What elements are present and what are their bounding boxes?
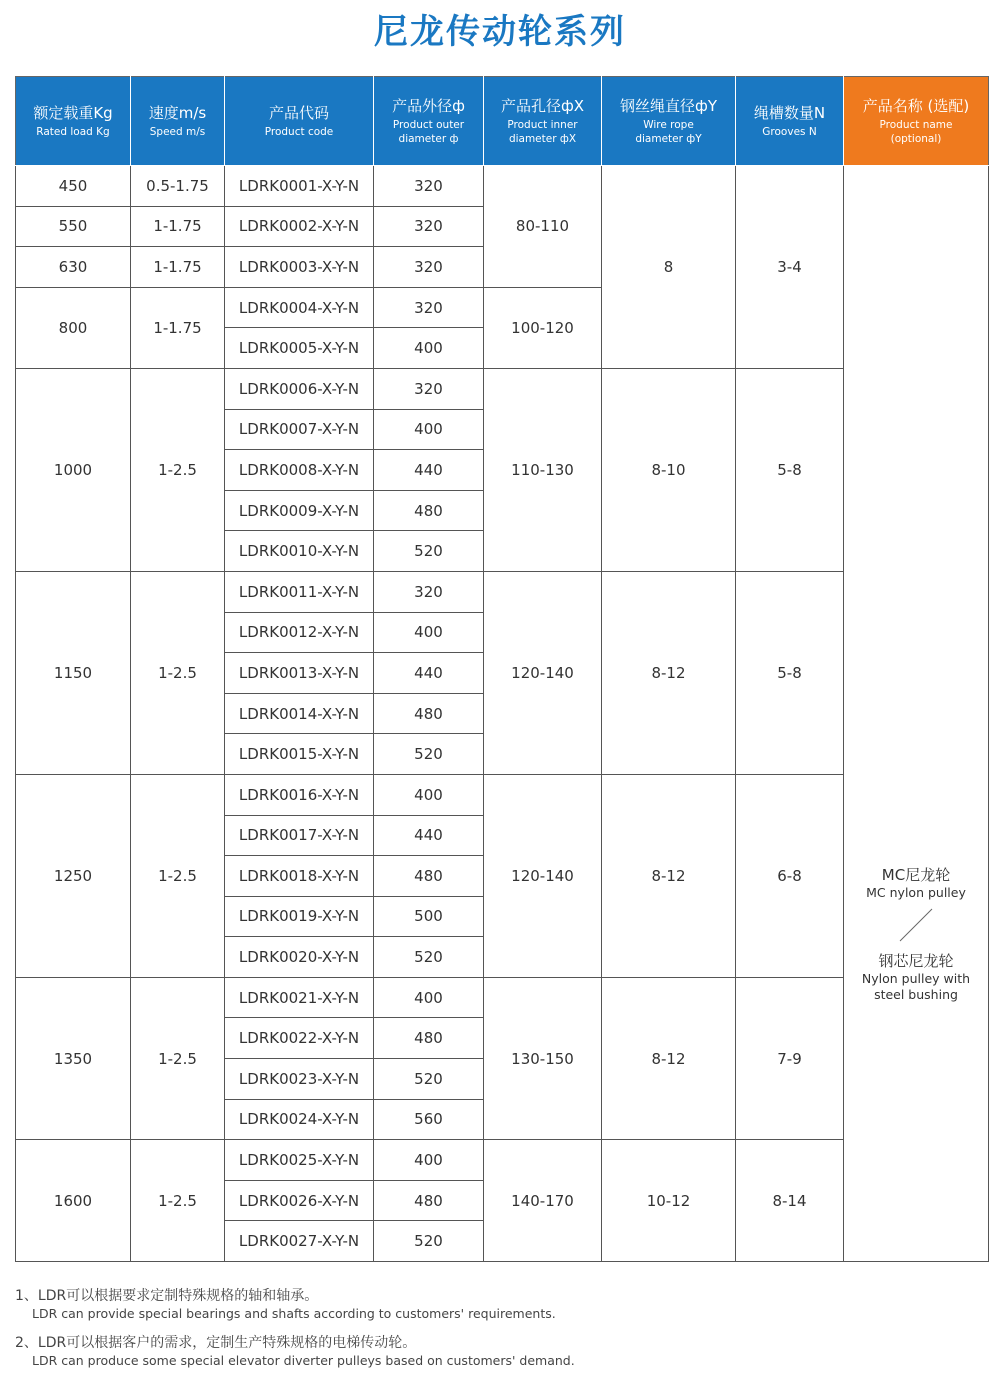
outer-diameter-cell: 400: [374, 977, 484, 1018]
rated-load-cell: 1350: [16, 977, 131, 1139]
rated-load-cell: 1600: [16, 1140, 131, 1262]
outer-diameter-cell: 440: [374, 450, 484, 491]
speed-cell: 1-1.75: [131, 247, 225, 288]
rated-load-cell: 1150: [16, 571, 131, 774]
product-code-cell: LDRK0005-X-Y-N: [225, 328, 374, 369]
speed-cell: 0.5-1.75: [131, 166, 225, 207]
outer-diameter-cell: 480: [374, 1018, 484, 1059]
speed-cell: 1-2.5: [131, 774, 225, 977]
note-item: [15, 1334, 985, 1369]
table-row: [16, 571, 989, 612]
outer-diameter-cell: 400: [374, 328, 484, 369]
outer-diameter-cell: 400: [374, 1140, 484, 1181]
outer-diameter-cell: 520: [374, 1059, 484, 1100]
grooves-cell: 3-4: [736, 166, 844, 369]
outer-diameter-cell: 320: [374, 206, 484, 247]
speed-cell: 1-2.5: [131, 368, 225, 571]
product-code-cell: LDRK0021-X-Y-N: [225, 977, 374, 1018]
outer-diameter-cell: 400: [374, 774, 484, 815]
product-code-cell: LDRK0008-X-Y-N: [225, 450, 374, 491]
wire-rope-cell: 8-12: [602, 774, 736, 977]
header-product-code: 产品代码 Product code: [225, 77, 374, 166]
product-code-cell: LDRK0025-X-Y-N: [225, 1140, 374, 1181]
rated-load-cell: 1250: [16, 774, 131, 977]
speed-cell: 1-2.5: [131, 571, 225, 774]
product-code-cell: LDRK0001-X-Y-N: [225, 166, 374, 207]
header-grooves: 绳槽数量N Grooves N: [736, 77, 844, 166]
table-row: [16, 774, 989, 815]
outer-diameter-cell: 500: [374, 896, 484, 937]
product-code-cell: LDRK0026-X-Y-N: [225, 1180, 374, 1221]
inner-diameter-cell: 130-150: [484, 977, 602, 1139]
grooves-cell: 7-9: [736, 977, 844, 1139]
rated-load-cell: 1000: [16, 368, 131, 571]
outer-diameter-cell: 520: [374, 734, 484, 775]
outer-diameter-cell: 320: [374, 166, 484, 207]
header-outer-diameter: 产品外径ф Product outer diameter ф: [374, 77, 484, 166]
header-wire-rope-diameter: 钢丝绳直径фY Wire rope diameter фY: [602, 77, 736, 166]
note-zh: 2、LDR可以根据客户的需求，定制生产特殊规格的电梯传动轮。: [15, 1335, 417, 1351]
rated-load-cell: 550: [16, 206, 131, 247]
outer-diameter-cell: 400: [374, 409, 484, 450]
wire-rope-cell: 8-12: [602, 571, 736, 774]
product-code-cell: LDRK0022-X-Y-N: [225, 1018, 374, 1059]
product-code-cell: LDRK0007-X-Y-N: [225, 409, 374, 450]
inner-diameter-cell: 120-140: [484, 774, 602, 977]
outer-diameter-cell: 560: [374, 1099, 484, 1140]
header-inner-diameter: 产品孔径фX Product inner diameter фX: [484, 77, 602, 166]
option-mc-nylon-zh: MC尼龙轮: [881, 866, 951, 885]
product-code-cell: LDRK0006-X-Y-N: [225, 368, 374, 409]
outer-diameter-cell: 320: [374, 287, 484, 328]
inner-diameter-cell: 110-130: [484, 368, 602, 571]
inner-diameter-cell: 80-110: [484, 166, 602, 288]
rated-load-cell: 800: [16, 287, 131, 368]
product-code-cell: LDRK0013-X-Y-N: [225, 653, 374, 694]
header-rated-load: 额定载重Kg Rated load Kg: [16, 77, 131, 166]
header-speed: 速度m/s Speed m/s: [131, 77, 225, 166]
product-code-cell: LDRK0019-X-Y-N: [225, 896, 374, 937]
speed-cell: 1-2.5: [131, 977, 225, 1139]
rated-load-cell: 630: [16, 247, 131, 288]
option-steel-core-en-2: steel bushing: [874, 987, 958, 1003]
outer-diameter-cell: 440: [374, 815, 484, 856]
wire-rope-cell: 8-12: [602, 977, 736, 1139]
wire-rope-cell: 8-10: [602, 368, 736, 571]
rated-load-cell: 450: [16, 166, 131, 207]
spec-table: [15, 76, 989, 1262]
product-code-cell: LDRK0024-X-Y-N: [225, 1099, 374, 1140]
outer-diameter-cell: 400: [374, 612, 484, 653]
speed-cell: 1-2.5: [131, 1140, 225, 1262]
header-row: [16, 77, 989, 166]
product-code-cell: LDRK0010-X-Y-N: [225, 531, 374, 572]
product-code-cell: LDRK0002-X-Y-N: [225, 206, 374, 247]
wire-rope-cell: 8: [602, 166, 736, 369]
slash-divider-icon: [896, 907, 936, 943]
grooves-cell: 5-8: [736, 368, 844, 571]
header-product-name: 产品名称 (选配) Product name (optional): [844, 77, 989, 166]
grooves-cell: 6-8: [736, 774, 844, 977]
product-code-cell: LDRK0020-X-Y-N: [225, 937, 374, 978]
table-row: [16, 1140, 989, 1181]
note-en: LDR can produce some special elevator diverter pulleys based on customers' demand.: [32, 1353, 575, 1368]
option-mc-nylon-en: MC nylon pulley: [866, 885, 966, 901]
product-code-cell: LDRK0023-X-Y-N: [225, 1059, 374, 1100]
outer-diameter-cell: 480: [374, 856, 484, 897]
table-row: [16, 368, 989, 409]
inner-diameter-cell: 100-120: [484, 287, 602, 368]
outer-diameter-cell: 520: [374, 937, 484, 978]
page-title: 尼龙传动轮系列: [374, 12, 626, 52]
inner-diameter-cell: 140-170: [484, 1140, 602, 1262]
note-item: [15, 1287, 985, 1322]
grooves-cell: 8-14: [736, 1140, 844, 1262]
product-code-cell: LDRK0003-X-Y-N: [225, 247, 374, 288]
product-name-cell: [844, 166, 989, 1262]
inner-diameter-cell: 120-140: [484, 571, 602, 774]
outer-diameter-cell: 520: [374, 531, 484, 572]
product-code-cell: LDRK0017-X-Y-N: [225, 815, 374, 856]
product-code-cell: LDRK0018-X-Y-N: [225, 856, 374, 897]
outer-diameter-cell: 480: [374, 1180, 484, 1221]
speed-cell: 1-1.75: [131, 206, 225, 247]
outer-diameter-cell: 440: [374, 653, 484, 694]
speed-cell: 1-1.75: [131, 287, 225, 368]
table-row: [16, 166, 989, 207]
product-code-cell: LDRK0016-X-Y-N: [225, 774, 374, 815]
outer-diameter-cell: 320: [374, 247, 484, 288]
product-code-cell: LDRK0009-X-Y-N: [225, 490, 374, 531]
outer-diameter-cell: 320: [374, 571, 484, 612]
notes-section: [15, 1287, 985, 1381]
note-en: LDR can provide special bearings and shafts according to customers' requirements.: [32, 1306, 556, 1321]
outer-diameter-cell: 480: [374, 490, 484, 531]
note-zh: 1、LDR可以根据要求定制特殊规格的轴和轴承。: [15, 1288, 319, 1304]
table-row: [16, 977, 989, 1018]
product-code-cell: LDRK0027-X-Y-N: [225, 1221, 374, 1262]
product-code-cell: LDRK0012-X-Y-N: [225, 612, 374, 653]
grooves-cell: 5-8: [736, 571, 844, 774]
product-code-cell: LDRK0011-X-Y-N: [225, 571, 374, 612]
outer-diameter-cell: 480: [374, 693, 484, 734]
outer-diameter-cell: 520: [374, 1221, 484, 1262]
product-code-cell: LDRK0015-X-Y-N: [225, 734, 374, 775]
option-steel-core-en-1: Nylon pulley with: [861, 971, 971, 987]
option-steel-core-zh: 钢芯尼龙轮: [878, 952, 954, 971]
wire-rope-cell: 10-12: [602, 1140, 736, 1262]
product-code-cell: LDRK0014-X-Y-N: [225, 693, 374, 734]
outer-diameter-cell: 320: [374, 368, 484, 409]
product-code-cell: LDRK0004-X-Y-N: [225, 287, 374, 328]
